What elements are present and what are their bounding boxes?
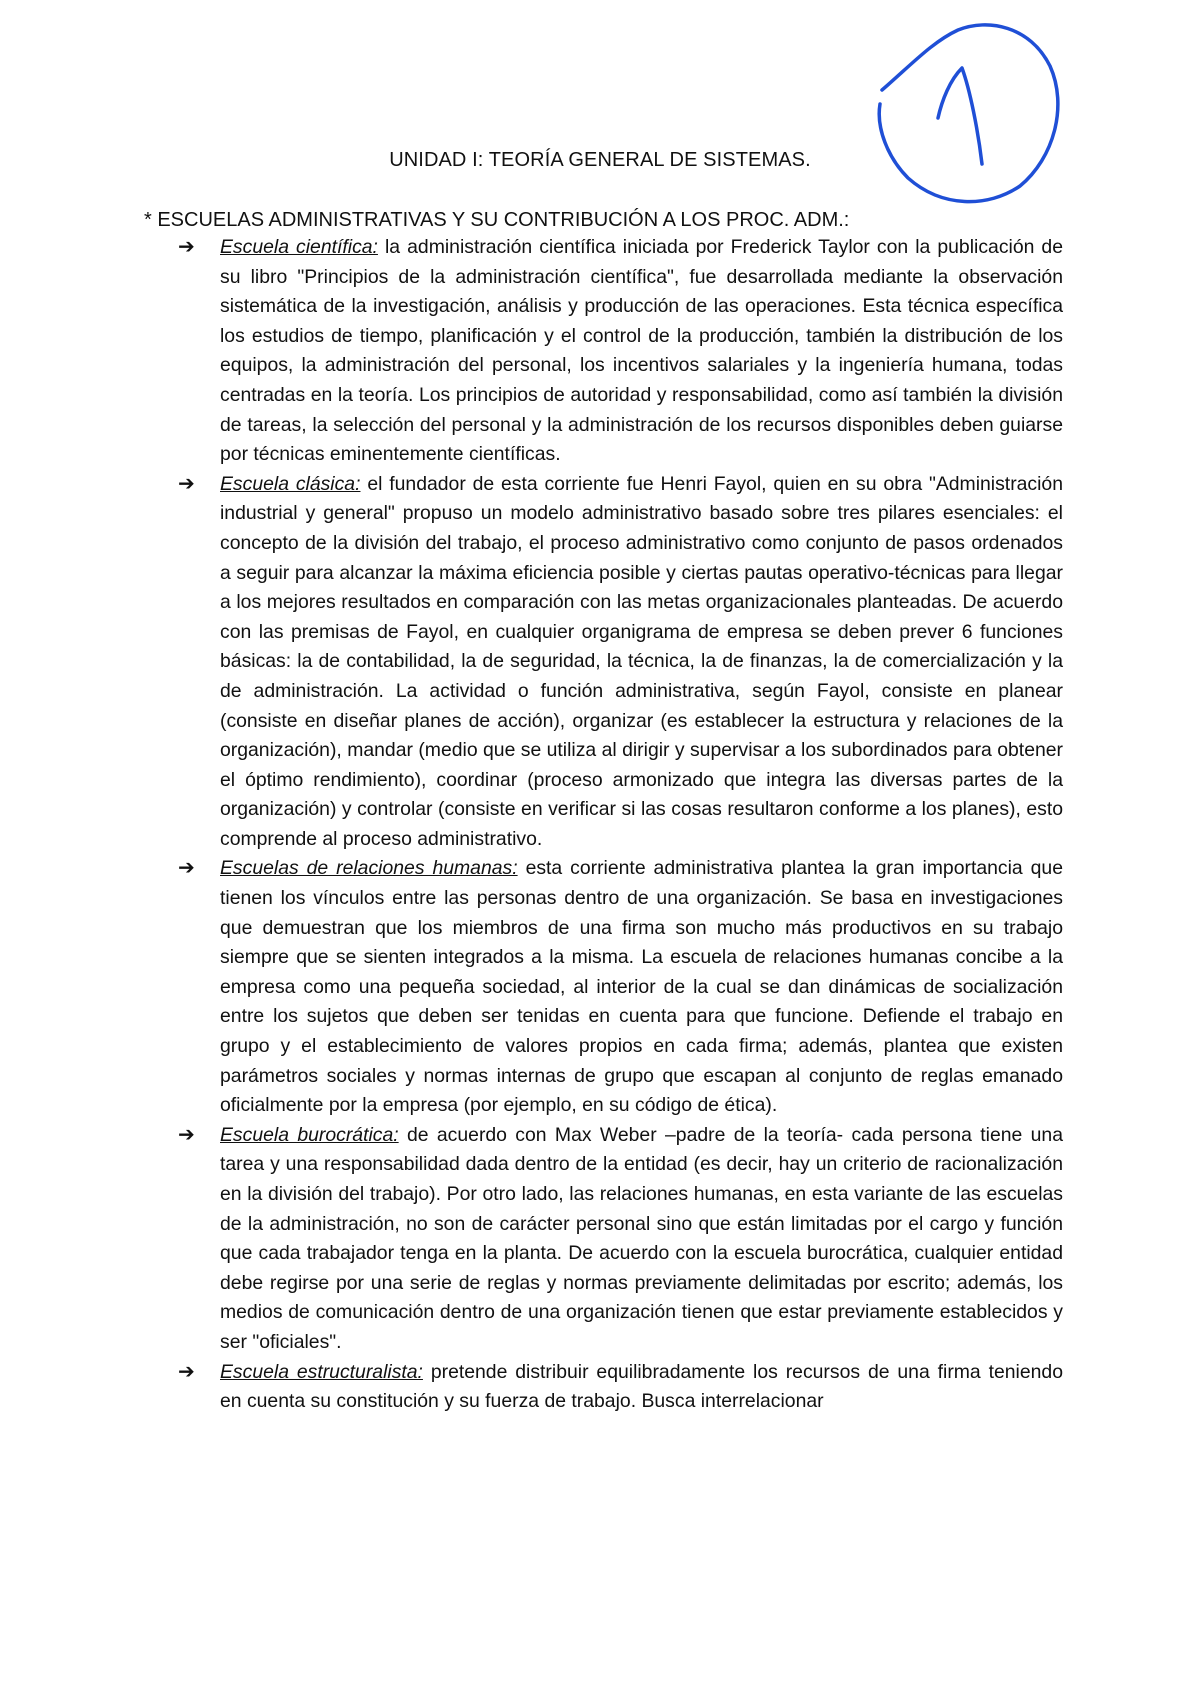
list-item-escuela-estructuralista <box>178 1358 1063 1417</box>
school-name: Escuela clásica: <box>220 472 361 495</box>
arrow-bullet-icon: ➔ <box>178 236 195 258</box>
school-name: Escuela estructuralista: <box>220 1360 423 1383</box>
arrow-bullet-icon: ➔ <box>178 1360 195 1383</box>
school-name: Escuela científica: <box>220 236 378 258</box>
school-description: el fundador de esta corriente fue Henri Fayol, quien en su obra "Administración industrial y general" propuso un modelo administrativo basado sobre tres pilares esenciales: el concepto de la división del trabajo, el proceso administrativo como conjunto de pasos ordenados a seguir para alcanzar la máxima eficiencia posible y ciertas pautas operativo-técnicas para llegar a los mejores resultados en comparación con las metas organizacionales planteadas. De acuerdo con las premisas de Fayol, en cualquier organigrama de empresa se deben prever 6 funciones básicas: la de contabilidad, la de seguridad, la técnica, la de finanzas, la de comercialización y la de administración. La actividad o función administrativa, según Fayol, consiste en planear (consiste en diseñar planes de acción), organizar (es establecer la estructura y relaciones de la organización), mandar (medio que se utiliza al dirigir y supervisar a los subordinados para obtener el óptimo rendimiento), coordinar (proceso armonizado que integra las diversas partes de la organización) y controlar (consiste en verificar si las cosas resultaron conforme a los planes), esto comprende al proceso administrativo. <box>220 472 1064 850</box>
document-title: UNIDAD I: TEORÍA GENERAL DE SISTEMAS. <box>389 149 811 171</box>
list-item-escuela-clasica <box>178 470 1063 855</box>
school-description: de acuerdo con Max Weber –padre de la teoría- cada persona tiene una tarea y una responsabilidad dada dentro de la entidad (es decir, hay un criterio de racionalización en la división del trabajo). Por otro lado, las relaciones humanas, en esta variante de las escuelas de la administración, no son de carácter personal sino que están limitadas por el cargo y función que cada trabajador tenga en la planta. De acuerdo con la escuela burocrática, cualquier entidad debe regirse por una serie de reglas y normas previamente delimitadas por escrito; además, los medios de comunicación dentro de una organización tienen que estar previamente establecidos y ser "oficiales". <box>220 1123 1063 1353</box>
arrow-bullet-icon: ➔ <box>178 857 195 880</box>
section-heading: * ESCUELAS ADMINISTRATIVAS Y SU CONTRIBUCIÓN A LOS PROC. ADM.: <box>144 209 850 231</box>
list-item-escuela-cientifica <box>178 233 1063 470</box>
school-description: esta corriente administrativa plantea la gran importancia que tienen los vínculos entre las personas dentro de una organización. Se basa en investigaciones que demuestran que los miembros de una firma son mucho más productivos en su trabajo siempre que se sienten integrados a la misma. La escuela de relaciones humanas concibe a la empresa como una pequeña sociedad, al interior de la cual se dan dinámicas de socialización entre los sujetos que deben ser tenidas en cuenta para que funcione. Defiende el trabajo en grupo y el establecimiento de valores propios en cada firma; además, plantea que existen parámetros sociales y normas internas de grupo que escapan al conjunto de reglas emanado oficialmente por la empresa (por ejemplo, en su código de ética). <box>220 857 1063 1117</box>
school-description: la administración científica iniciada por Frederick Taylor con la publicación de su libro "Principios de la administración científica", fue desarrollada mediante la observación sistemática de la investigación, análisis y producción de las operaciones. Esta técnica específica los estudios de tiempo, planificación y el control de la producción, también la distribución de los equipos, la administración del personal, los incentivos salariales y la ingeniería humana, todas centradas en la teoría. Los principios de autoridad y responsabilidad, como así también la división de tareas, la selección del personal y la administración de los recursos disponibles deben guiarse por técnicas eminentemente científicas. <box>220 236 1063 466</box>
list-item-escuelas-relaciones-humanas <box>178 854 1063 1120</box>
school-name: Escuela burocrática: <box>220 1123 399 1146</box>
arrow-bullet-icon: ➔ <box>178 1123 195 1146</box>
handwritten-circled-1-icon <box>870 18 1070 218</box>
list-item-escuela-burocratica <box>178 1121 1063 1358</box>
schools-list <box>178 233 1063 1417</box>
school-description: pretende distribuir equilibradamente los recursos de una firma teniendo en cuenta su constitución y su fuerza de trabajo. Busca interrelacionar <box>220 1360 1063 1413</box>
school-name: Escuelas de relaciones humanas: <box>220 857 518 880</box>
arrow-bullet-icon: ➔ <box>178 472 195 495</box>
